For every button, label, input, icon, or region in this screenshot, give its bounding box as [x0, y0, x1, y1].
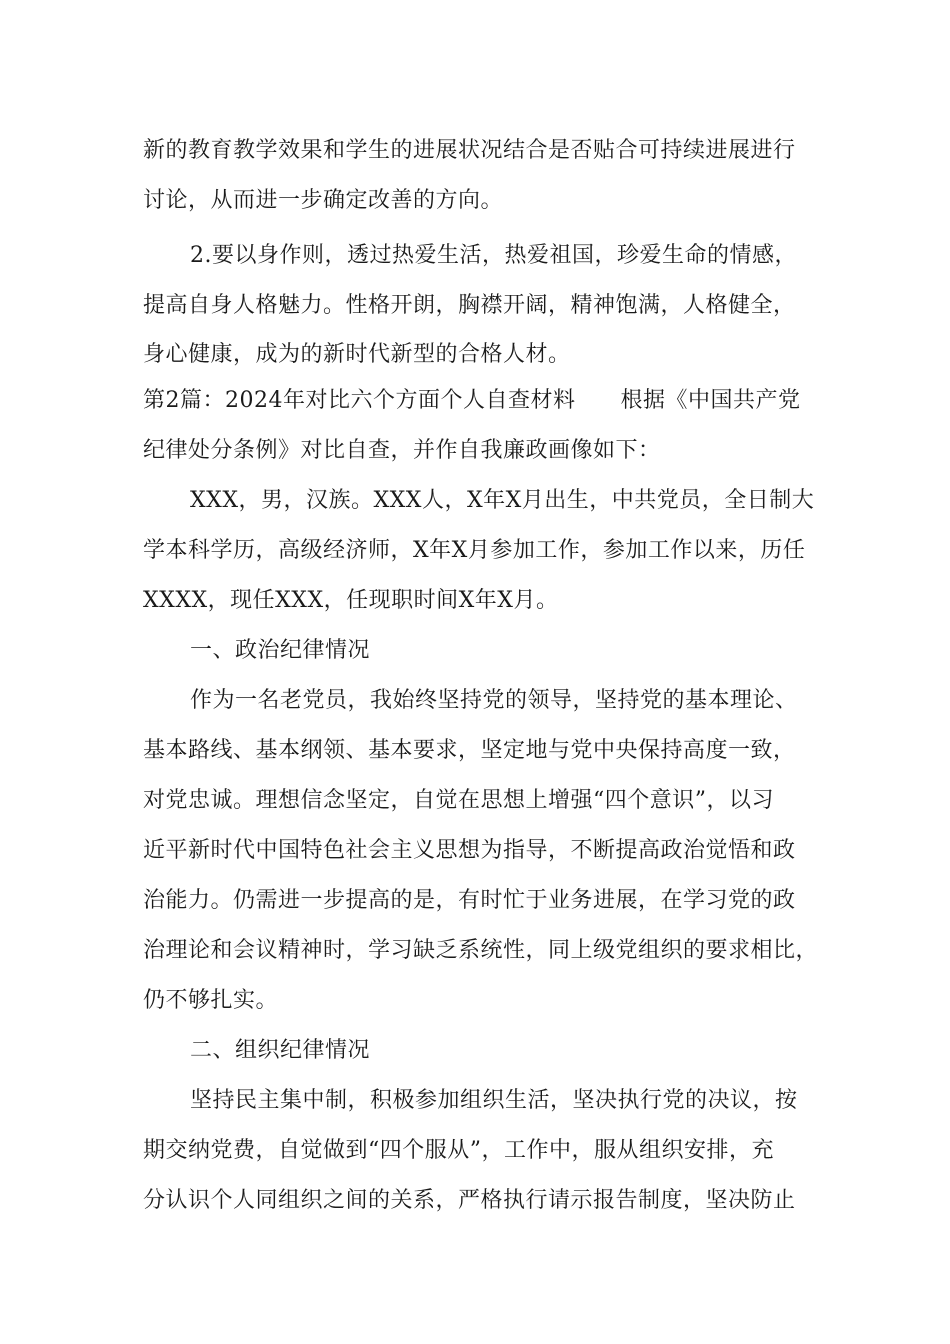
paragraph-line: XXX，男，汉族。XXX人，X年X月出生，中共党员，全日制大: [190, 488, 815, 513]
body-line: 治能力。仍需进一步提高的是，有时忙于业务进展，在学习党的政: [143, 888, 796, 913]
body-line: 新的教育教学效果和学生的进展状况结合是否贴合可持续进展进行: [143, 138, 796, 163]
body-line: 仍不够扎实。: [143, 988, 279, 1013]
body-line: 身心健康，成为的新时代新型的合格人材。: [143, 342, 571, 367]
body-line: 对党忠诚。理想信念坚定，自觉在思想上增强“四个意识”，以习: [143, 788, 774, 813]
body-line: 学本科学历，高级经济师，X年X月参加工作，参加工作以来，历任: [143, 538, 806, 563]
body-line: 讨论，从而进一步确定改善的方向。: [143, 188, 504, 213]
body-line: XXXX，现任XXX，任现职时间X年X月。: [143, 588, 559, 613]
body-line: 纪律处分条例》对比自查，并作自我廉政画像如下：: [143, 438, 661, 463]
paragraph-line: 坚持民主集中制，积极参加组织生活，坚决执行党的决议，按: [190, 1088, 798, 1113]
paragraph-line: 作为一名老党员，我始终坚持党的领导，坚持党的基本理论、: [190, 688, 798, 713]
subsection-heading: 一、政治纪律情况: [190, 638, 371, 663]
paragraph-line: 2.要以身作则，透过热爱生活，热爱祖国，珍爱生命的情感，: [190, 243, 797, 268]
body-line: 治理论和会议精神时，学习缺乏系统性，同上级党组织的要求相比，: [143, 938, 819, 963]
body-line: 期交纳党费，自觉做到“四个服从”，工作中，服从组织安排，充: [143, 1138, 774, 1163]
body-line: 基本路线、基本纲领、基本要求，坚定地与党中央保持高度一致，: [143, 738, 796, 763]
section-heading-line: 第2篇：2024年对比六个方面个人自查材料 根据《中国共产党: [143, 388, 801, 413]
subsection-heading: 二、组织纪律情况: [190, 1038, 371, 1063]
body-line: 近平新时代中国特色社会主义思想为指导，不断提高政治觉悟和政: [143, 838, 796, 863]
body-line: 分认识个人同组织之间的关系，严格执行请示报告制度，坚决防止: [143, 1188, 796, 1213]
body-line: 提高自身人格魅力。性格开朗，胸襟开阔，精神饱满，人格健全，: [143, 293, 796, 318]
